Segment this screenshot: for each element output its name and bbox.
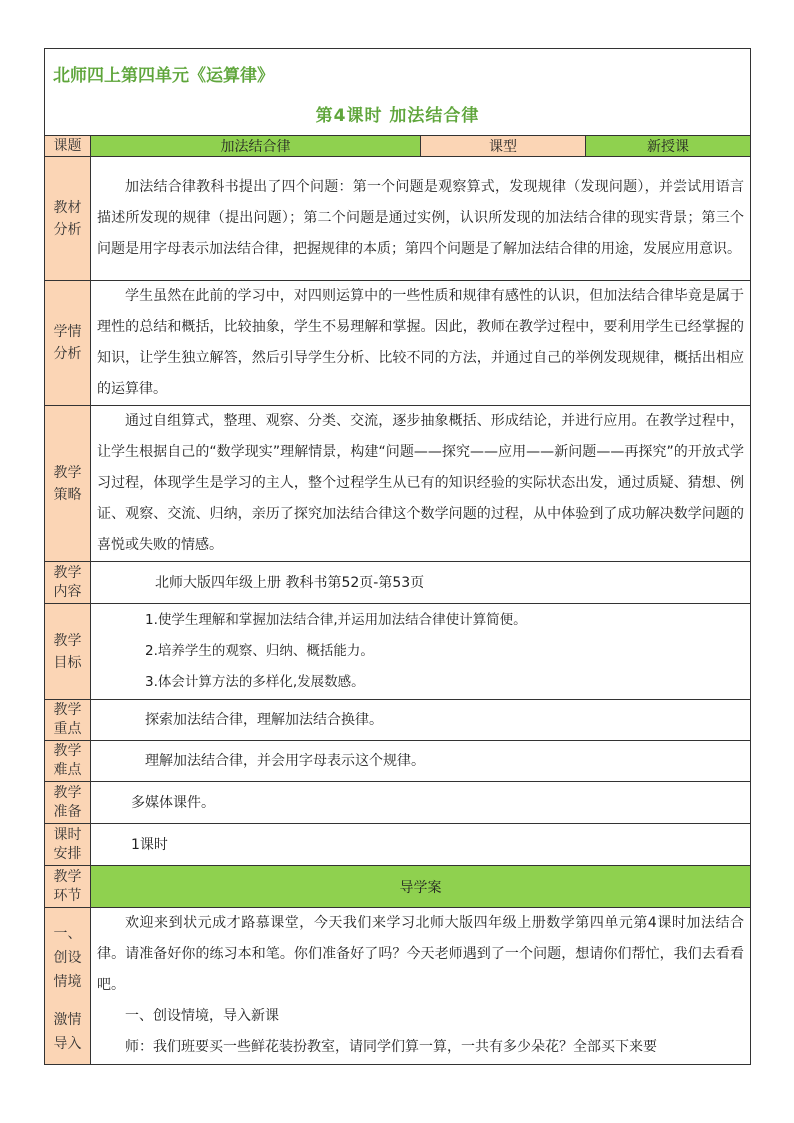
student-label: 学情 分析 xyxy=(45,281,91,406)
intro-paragraph: 欢迎来到状元成才路慕课堂，今天我们来学习北师大版四年级上册数学第四单元第4课时加法结合律。请准备好你的练习本和笔。你们准备好了吗？今天老师遇到了一个问题，想请你们帮忙，我们去看看吧。 xyxy=(97,915,744,993)
key-label: 教学 重点 xyxy=(45,700,91,741)
lesson-plan-table xyxy=(44,48,751,1065)
prep-label: 教学 准备 xyxy=(45,782,91,824)
difficult-cell xyxy=(91,741,751,782)
intro-label-top: 一、 创设 情境 xyxy=(53,926,82,990)
material-text: 加法结合律教科书提出了四个问题：第一个问题是观察算式，发现规律（发现问题），并尝试用语言描述所发现的规律（提出问题）；第二个问题是通过实例，认识所发现的加法结合律的现实背景；第三个问题是用字母表示加法结合律，把握规律的本质；第四个问题是了解加法结合律的用途，发展应用意识。 xyxy=(97,179,744,257)
student-text: 学生虽然在此前的学习中，对四则运算中的一些性质和规律有感性的认识，但加法结合律毕竟是属于理性的总结和概括，比较抽象，学生不易理解和掌握。因此，教师在教学过程中，要利用学生已经掌握的知识，让学生独立解答，然后引导学生分析、比较不同的方法，并通过自己的举例发现规律，概括出相应的运算律。 xyxy=(97,288,744,397)
unit-title: 北师四上第四单元《运算律》 xyxy=(53,66,274,86)
content-label: 教学 内容 xyxy=(45,562,91,604)
strategy-label: 教学 策略 xyxy=(45,406,91,562)
lesson-plan-sheet xyxy=(44,48,750,1065)
intro-cell xyxy=(91,908,751,1065)
intro-teacher-line: 师：我们班要买一些鲜花装扮教室，请同学们算一算，一共有多少朵花？全部买下来要 xyxy=(125,1039,657,1055)
intro-label-bottom: 激情 导入 xyxy=(53,1012,82,1052)
goal-item: 1.使学生理解和掌握加法结合律,并运用加法结合律使计算简便。 xyxy=(145,612,527,628)
schedule-text: 1课时 xyxy=(131,836,168,853)
topic-label: 课题 xyxy=(45,136,91,157)
goals-cell xyxy=(91,604,751,700)
schedule-cell xyxy=(91,824,751,866)
goal-item: 2.培养学生的观察、归纳、概括能力。 xyxy=(145,643,374,659)
difficult-text: 理解加法结合律，并会用字母表示这个规律。 xyxy=(145,753,425,769)
goals-label: 教学 目标 xyxy=(45,604,91,700)
intro-label-cell xyxy=(45,908,91,1065)
type-value: 新授课 xyxy=(586,136,751,157)
intro-heading: 一、创设情境，导入新课 xyxy=(125,1008,279,1024)
topic-value: 加法结合律 xyxy=(91,136,421,157)
material-cell xyxy=(91,157,751,281)
key-text: 探索加法结合律，理解加法结合换律。 xyxy=(145,712,383,728)
goal-item: 3.体会计算方法的多样化,发展数感。 xyxy=(145,674,365,690)
key-cell xyxy=(91,700,751,741)
prep-cell xyxy=(91,782,751,824)
lesson-title: 第4课时 加法结合律 xyxy=(315,106,480,126)
content-text: 北师大版四年级上册 教科书第52页-第53页 xyxy=(155,574,425,591)
content-cell xyxy=(91,562,751,604)
title-cell xyxy=(45,49,751,136)
prep-text: 多媒体课件。 xyxy=(131,794,215,811)
stage-value: 导学案 xyxy=(91,866,751,908)
strategy-text: 通过自组算式，整理、观察、分类、交流，逐步抽象概括、形成结论，并进行应用。在教学过程中，让学生根据自己的“数学现实”理解情景，构建“问题——探究——应用——新问题——再探究”的开放式学习过程，体现学生是学习的主人，整个过程学生从已有的知识经验的实际状态出发，通过质疑、猜想、例证、观察、交流、归纳，亲历了探究加法结合律这个数学问题的过程，从中体验到了成功解决数学问题的喜悦或失败的情感。 xyxy=(97,413,744,553)
difficult-label: 教学 难点 xyxy=(45,741,91,782)
type-label: 课型 xyxy=(421,136,586,157)
strategy-cell xyxy=(91,406,751,562)
material-label: 教材 分析 xyxy=(45,157,91,281)
student-cell xyxy=(91,281,751,406)
stage-label: 教学 环节 xyxy=(45,866,91,908)
schedule-label: 课时 安排 xyxy=(45,824,91,866)
